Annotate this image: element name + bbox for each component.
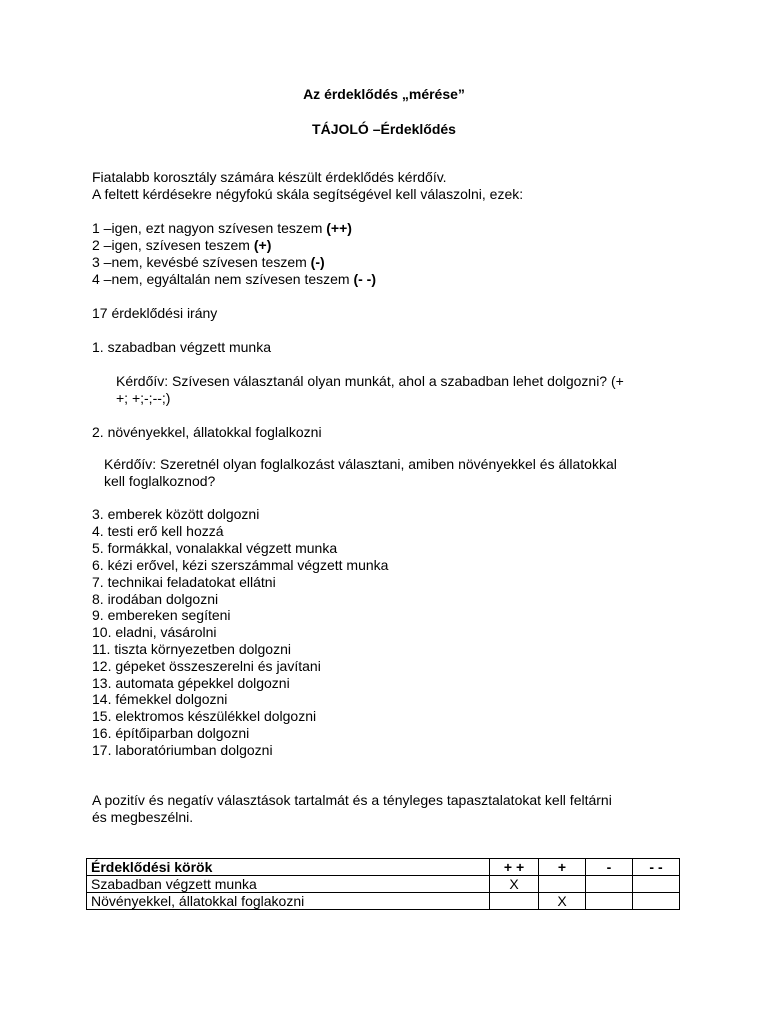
item2-question-line-1: Kérdőív: Szeretnél olyan foglalkozást választani, amiben növényekkel és állatokkal <box>104 456 617 472</box>
direction-item: 10. eladni, vásárolni <box>92 624 217 640</box>
direction-item: 14. fémekkel dolgozni <box>92 691 228 707</box>
direction-item: 16. építőiparban dolgozni <box>92 725 250 741</box>
direction-item: 7. technikai feladatokat ellátni <box>92 574 276 590</box>
table-cell <box>539 876 586 893</box>
table-cell: Szabadban végzett munka <box>87 876 490 893</box>
table-row <box>87 876 680 893</box>
direction-item: 13. automata gépekkel dolgozni <box>92 675 290 691</box>
table-cell <box>633 876 680 893</box>
document-subtitle: TÁJOLÓ –Érdeklődés <box>312 121 456 137</box>
direction-item: 4. testi erő kell hozzá <box>92 523 224 539</box>
scale-item-1: 1 –igen, ezt nagyon szívesen teszem (++) <box>92 220 352 236</box>
direction-item: 5. formákkal, vonalakkal végzett munka <box>92 540 338 556</box>
table-cell <box>490 893 539 910</box>
scale-item-3: 3 –nem, kevésbé szívesen teszem (-) <box>92 254 325 270</box>
table-header-row <box>87 859 680 876</box>
direction-item: 8. irodában dolgozni <box>92 591 219 607</box>
direction-item-2: 2. növényekkel, állatokkal foglalkozni <box>92 424 322 440</box>
table-cell <box>586 893 633 910</box>
direction-item: 12. gépeket összeszerelni és javítani <box>92 658 321 674</box>
table-cell <box>633 893 680 910</box>
table-header-cell: Érdeklődési körök <box>87 859 490 876</box>
table-cell <box>586 876 633 893</box>
direction-item: 6. kézi erővel, kézi szerszámmal végzett munka <box>92 557 389 573</box>
table-header-cell: - - <box>633 859 680 876</box>
intro-line-1: Fiatalabb korosztály számára készült érdeklődés kérdőív. <box>92 169 447 185</box>
direction-item-1: 1. szabadban végzett munka <box>92 339 272 355</box>
direction-item: 9. embereken segíteni <box>92 607 231 623</box>
direction-item: 17. laboratóriumban dolgozni <box>92 742 273 758</box>
table-cell: Növényekkel, állatokkal foglakozni <box>87 893 490 910</box>
direction-item: 11. tiszta környezetben dolgozni <box>92 641 291 657</box>
direction-item: 3. emberek között dolgozni <box>92 506 260 522</box>
scale-item-2: 2 –igen, szívesen teszem (+) <box>92 237 272 253</box>
document-title: Az érdeklődés „mérése” <box>303 86 465 102</box>
intro-line-2: A feltett kérdésekre négyfokú skála segítségével kell válaszolni, ezek: <box>92 186 524 202</box>
item1-question-line-1: Kérdőív: Szívesen választanál olyan munkát, ahol a szabadban lehet dolgozni? (+ <box>116 373 624 389</box>
table-cell: X <box>490 876 539 893</box>
table-header-cell: + <box>539 859 586 876</box>
table-header-cell: - <box>586 859 633 876</box>
directions-heading: 17 érdeklődési irány <box>92 305 218 321</box>
item1-question-line-2: +; +;-;--;) <box>116 390 171 406</box>
table-row <box>87 893 680 910</box>
table-header-cell: + + <box>490 859 539 876</box>
closing-line-1: A pozitív és negatív választások tartalmát és a tényleges tapasztalatokat kell feltárni <box>92 792 612 808</box>
item2-question-line-2: kell foglalkoznod? <box>104 473 216 489</box>
scale-item-4: 4 –nem, egyáltalán nem szívesen teszem (- -) <box>92 271 377 287</box>
closing-line-2: és megbeszélni. <box>92 809 194 825</box>
table-cell: X <box>539 893 586 910</box>
interest-table <box>86 858 680 910</box>
direction-item: 15. elektromos készülékkel dolgozni <box>92 708 317 724</box>
